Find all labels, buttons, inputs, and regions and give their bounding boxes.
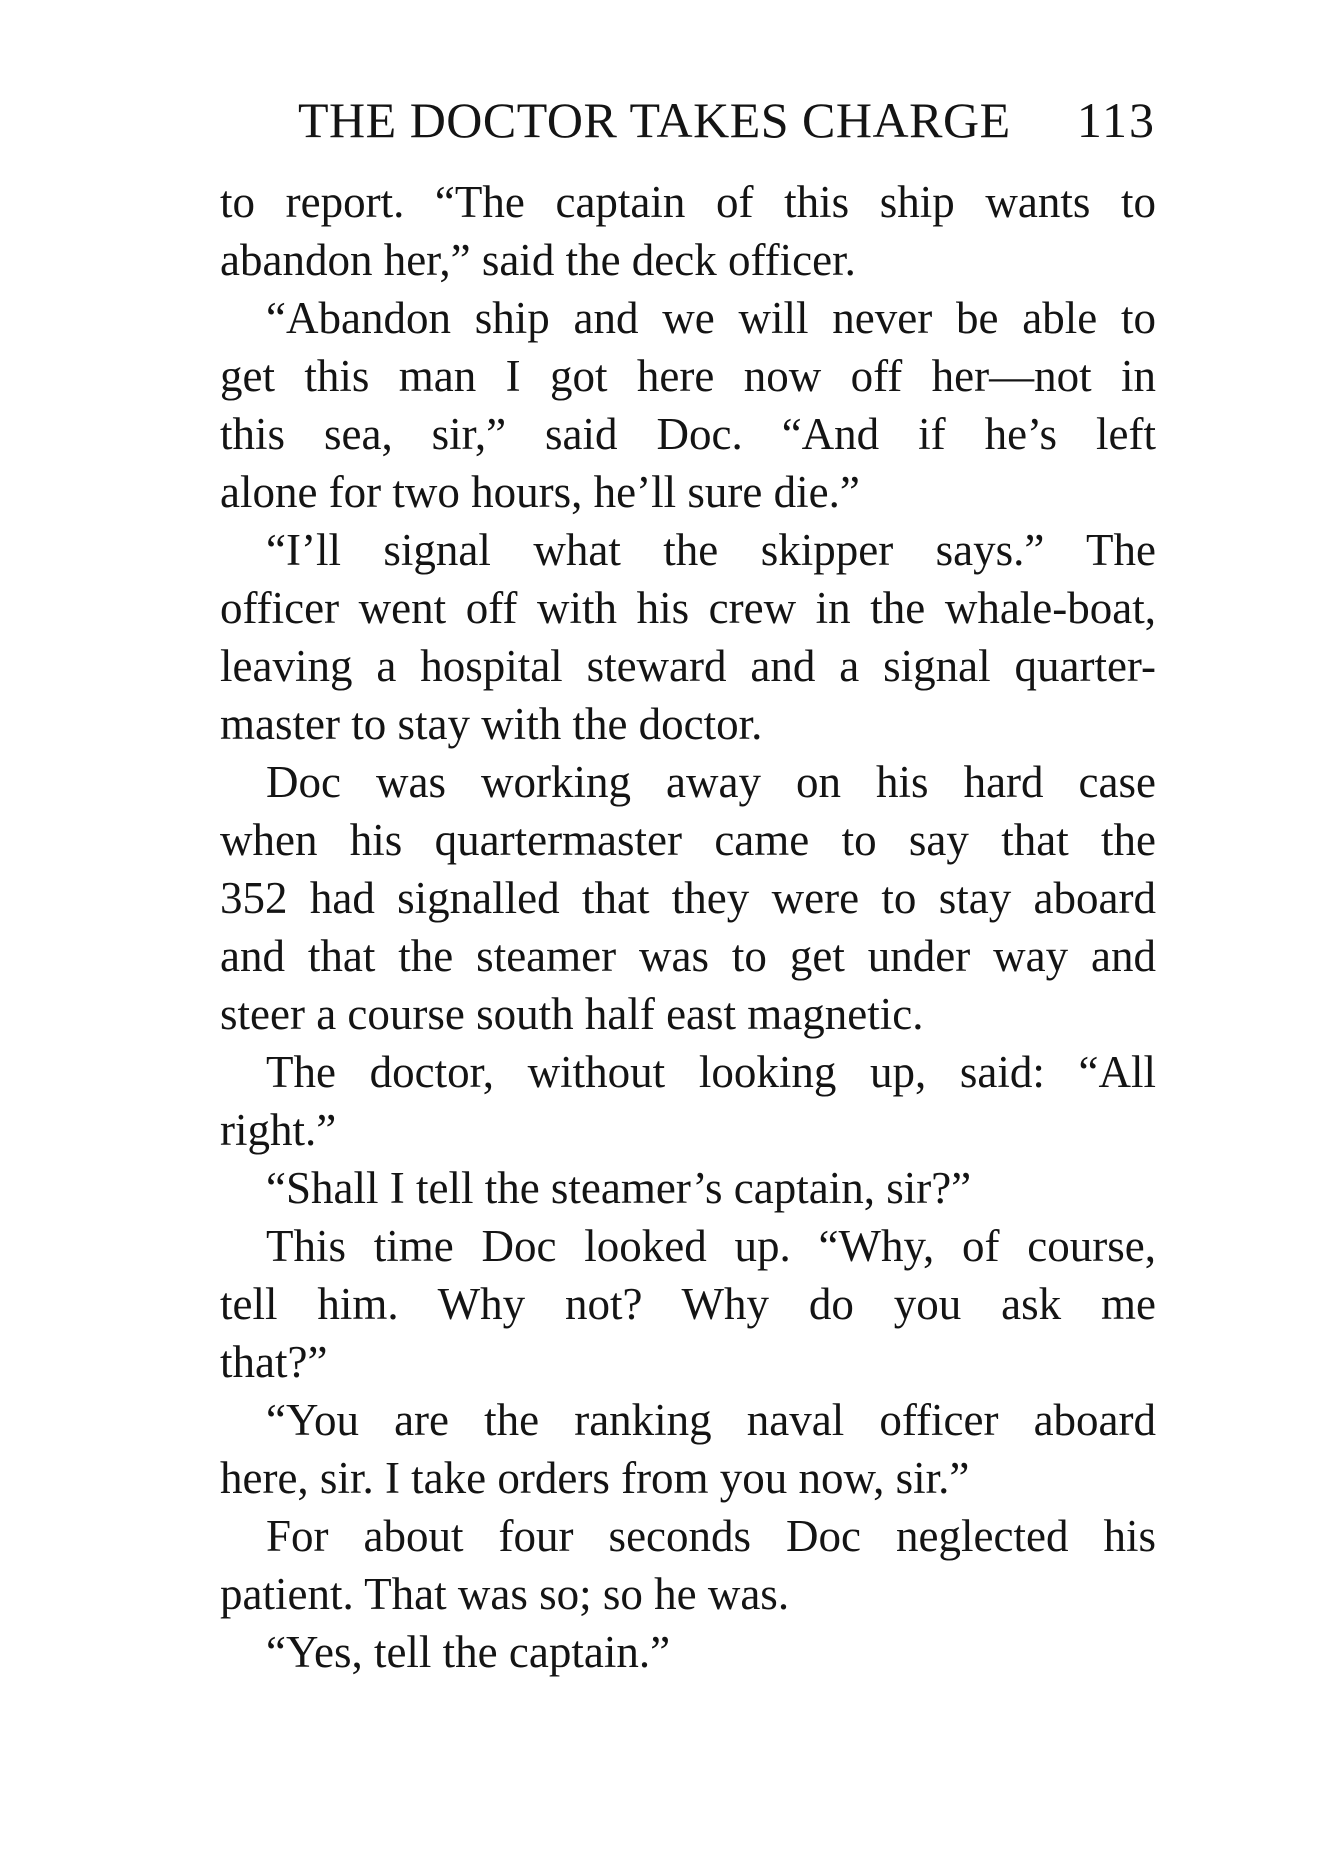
text-line: leaving a hospital steward and a signal quarter- bbox=[220, 641, 1156, 691]
text-line: “You are the ranking naval officer aboard bbox=[266, 1395, 1156, 1445]
text-line: this sea, sir,” said Doc. “And if he’s left bbox=[220, 409, 1156, 459]
running-head: THE DOCTOR TAKES CHARGE bbox=[298, 92, 1011, 148]
text-line: The doctor, without looking up, said: “All bbox=[266, 1047, 1156, 1097]
text-line: when his quartermaster came to say that the bbox=[220, 815, 1156, 865]
body-text bbox=[220, 173, 1156, 1681]
text-line: get this man I got here now off her—not in bbox=[220, 351, 1156, 401]
text-line: Doc was working away on his hard case bbox=[266, 757, 1156, 807]
text-line: “I’ll signal what the skipper says.” The bbox=[266, 525, 1156, 575]
text-line: steer a course south half east magnetic. bbox=[220, 989, 924, 1039]
text-line: “Abandon ship and we will never be able to bbox=[266, 293, 1156, 343]
text-line: tell him. Why not? Why do you ask me bbox=[220, 1279, 1156, 1329]
text-line: “Shall I tell the steamer’s captain, sir?” bbox=[266, 1163, 972, 1213]
text-line: and that the steamer was to get under way and bbox=[220, 931, 1156, 981]
text-line: patient. That was so; so he was. bbox=[220, 1569, 790, 1619]
text-line: alone for two hours, he’ll sure die.” bbox=[220, 467, 860, 517]
text-line: officer went off with his crew in the whale-boat, bbox=[220, 583, 1156, 633]
text-line: to report. “The captain of this ship wants to bbox=[220, 177, 1156, 227]
text-line: right.” bbox=[220, 1105, 337, 1155]
text-line: master to stay with the doctor. bbox=[220, 699, 763, 749]
text-line: 352 had signalled that they were to stay aboard bbox=[220, 873, 1156, 923]
text-line: abandon her,” said the deck officer. bbox=[220, 235, 856, 285]
text-line: “Yes, tell the captain.” bbox=[266, 1627, 671, 1677]
page-header bbox=[298, 85, 1156, 155]
page-number: 113 bbox=[1076, 92, 1156, 148]
text-line: here, sir. I take orders from you now, sir.” bbox=[220, 1453, 970, 1503]
text-line: This time Doc looked up. “Why, of course, bbox=[266, 1221, 1156, 1271]
text-line: that?” bbox=[220, 1337, 328, 1387]
text-line: For about four seconds Doc neglected his bbox=[266, 1511, 1156, 1561]
